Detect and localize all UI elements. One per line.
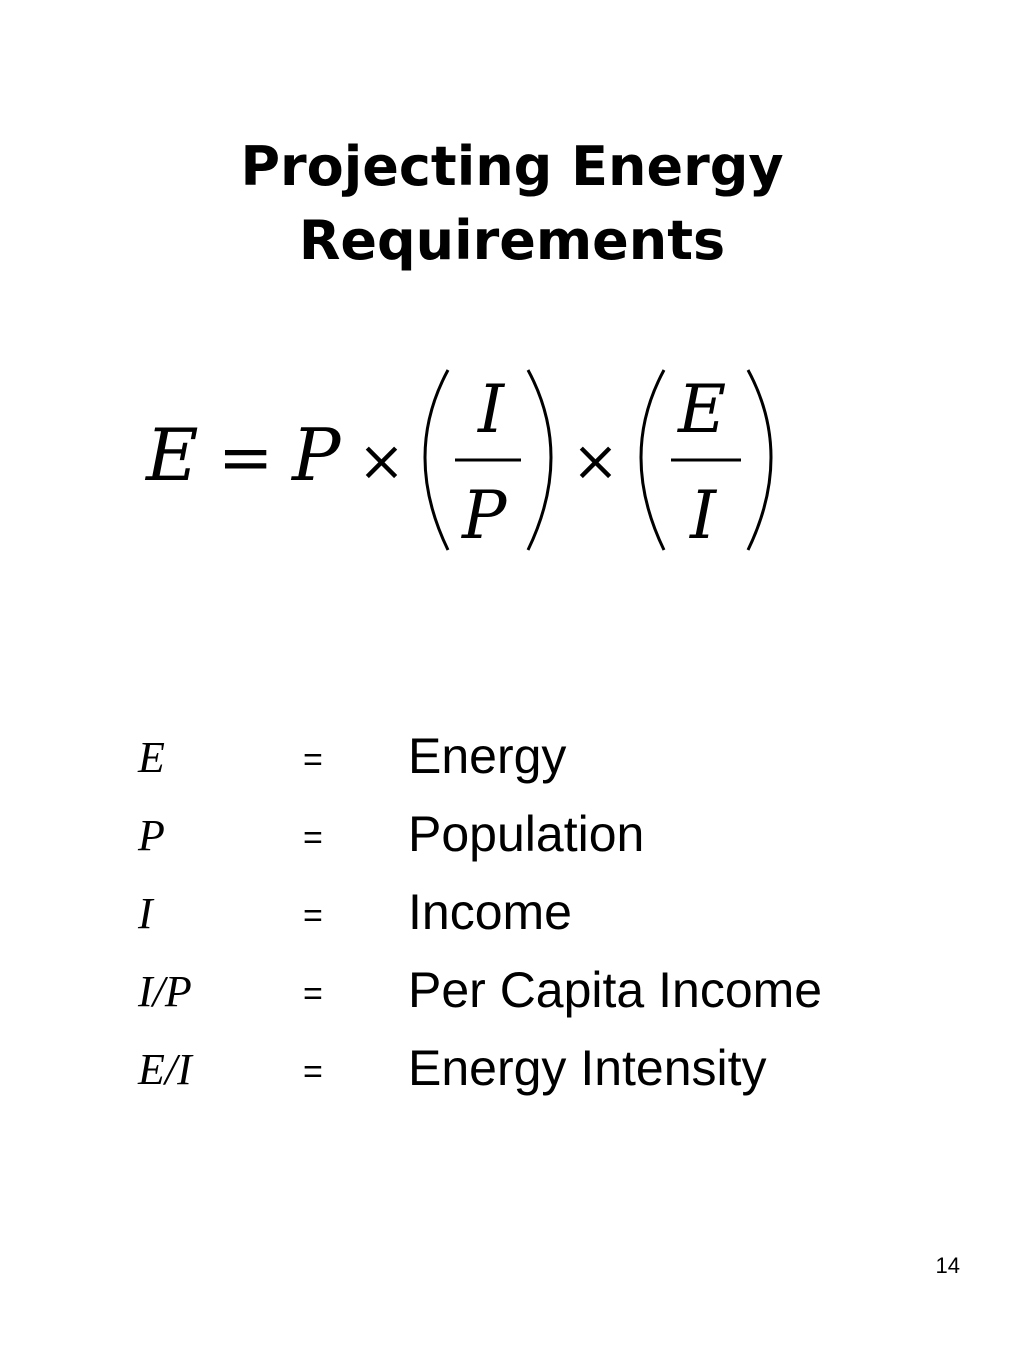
definition-equals: = xyxy=(303,1053,323,1091)
fraction-1-denominator: P xyxy=(462,477,507,554)
definition-meaning: Energy xyxy=(408,728,567,784)
definition-row xyxy=(0,956,1024,1034)
definition-equals: = xyxy=(303,975,323,1013)
title-line-1: Projecting Energy xyxy=(240,135,784,198)
definition-meaning: Income xyxy=(408,884,572,940)
formula-times-1: × xyxy=(358,429,405,494)
definition-row xyxy=(0,878,1024,956)
slide-title xyxy=(0,130,1024,278)
page-number: 14 xyxy=(935,1253,960,1278)
definition-equals: = xyxy=(303,897,323,935)
variable-definitions xyxy=(0,722,1024,1112)
definition-equals: = xyxy=(303,741,323,779)
formula-factor: P xyxy=(292,413,341,497)
formula-equals: = xyxy=(218,419,274,496)
fraction-2-denominator: I xyxy=(690,477,717,554)
fraction-1-numerator: I xyxy=(478,371,505,448)
definition-symbol: E/I xyxy=(138,1045,192,1094)
right-paren-2 xyxy=(748,370,771,550)
definition-meaning: Energy Intensity xyxy=(408,1040,767,1096)
right-paren-1 xyxy=(528,370,551,550)
definition-row xyxy=(0,800,1024,878)
formula-lhs: E xyxy=(146,413,199,497)
definition-row xyxy=(0,722,1024,800)
left-paren-1 xyxy=(425,370,448,550)
definition-meaning: Per Capita Income xyxy=(408,962,823,1018)
definition-meaning: Population xyxy=(408,806,645,862)
title-line-2: Requirements xyxy=(298,209,726,272)
formula-times-2: × xyxy=(572,429,619,494)
definition-row xyxy=(0,1034,1024,1112)
fraction-2-numerator: E xyxy=(678,371,727,448)
definition-equals: = xyxy=(303,819,323,857)
energy-formula xyxy=(0,360,1024,560)
left-paren-2 xyxy=(641,370,664,550)
definition-symbol: P xyxy=(138,811,165,860)
definition-symbol: I xyxy=(138,889,153,938)
definition-symbol: E xyxy=(138,733,165,782)
definition-symbol: I/P xyxy=(138,967,192,1016)
